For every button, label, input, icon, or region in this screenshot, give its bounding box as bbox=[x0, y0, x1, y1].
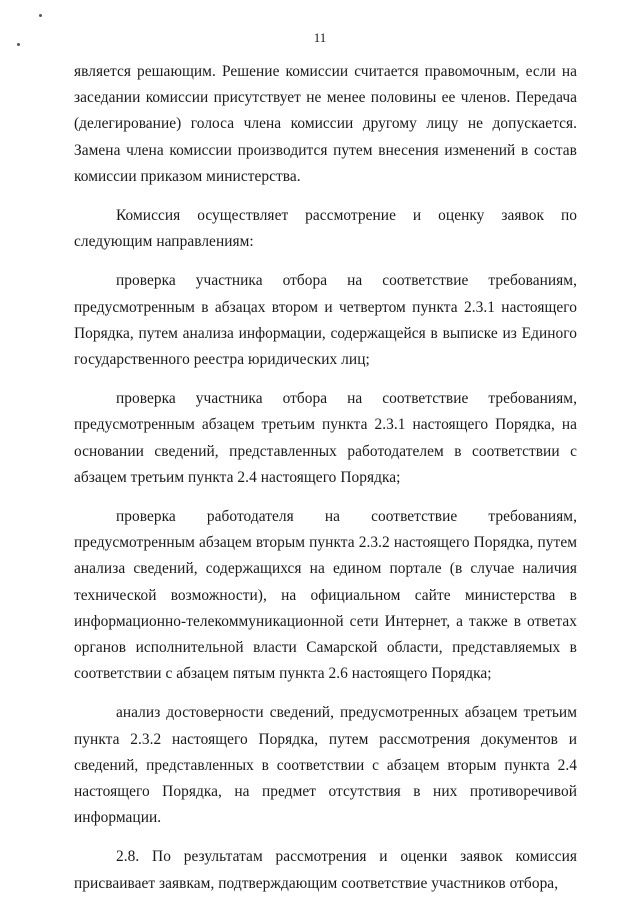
paragraph-check-participant-egrul: проверка участника отбора на соответствие требованиям, предусмотренным в абзацах втором и четвертом пункта 2.3.1 настоящего Порядка, путем анализа информации, содержащейся в выписке из Единого государственного реестра юридических лиц; bbox=[74, 272, 577, 369]
page-number: 11 bbox=[313, 30, 327, 45]
scan-speck bbox=[17, 43, 20, 46]
scan-speck bbox=[39, 14, 42, 17]
paragraph-check-employer: проверка работодателя на соответствие требованиям, предусмотренным абзацем вторым пункта 2.3.2 настоящего Порядка, путем анализа сведений, содержащихся на едином портале (в случае наличия технической возможности), на официальном сайте министерства в информационно-телекоммуникационной сети Интернет, а также в ответах органов исполнительной власти Самарской области, представляемых в соответствии с абзацем пятым пункта 2.6 настоящего Порядка; bbox=[74, 508, 577, 683]
paragraph-2-8: 2.8. По результатам рассмотрения и оценки заявок комиссия присваивает заявкам, подтверждающим соответствие участников отбора, bbox=[74, 848, 577, 892]
paragraph-commission-directions: Комиссия осуществляет рассмотрение и оценку заявок по следующим направлениям: bbox=[74, 207, 577, 251]
document-body bbox=[74, 59, 577, 910]
paragraph-continuation: является решающим. Решение комиссии считается правомочным, если на заседании комиссии присутствует не менее половины ее членов. Передача (делегирование) голоса члена комиссии другому лицу не допускается. Замена члена комиссии производится путем внесения изменений в состав комиссии приказом министерства. bbox=[74, 63, 577, 185]
paragraph-analysis-reliability: анализ достоверности сведений, предусмотренных абзацем третьим пункта 2.3.2 настоящего Порядка, путем рассмотрения документов и сведений, представленных в соответствии с абзацем вторым пункта 2.4 настоящего Порядка, на предмет отсутствия в них противоречивой информации. bbox=[74, 704, 577, 827]
paragraph-check-participant-employer-info: проверка участника отбора на соответствие требованиям, предусмотренным абзацем третьим пункта 2.3.1 настоящего Порядка, на основании сведений, представленных работодателем в соответствии с абзацем третьим пункта 2.4 настоящего Порядка; bbox=[74, 390, 577, 486]
